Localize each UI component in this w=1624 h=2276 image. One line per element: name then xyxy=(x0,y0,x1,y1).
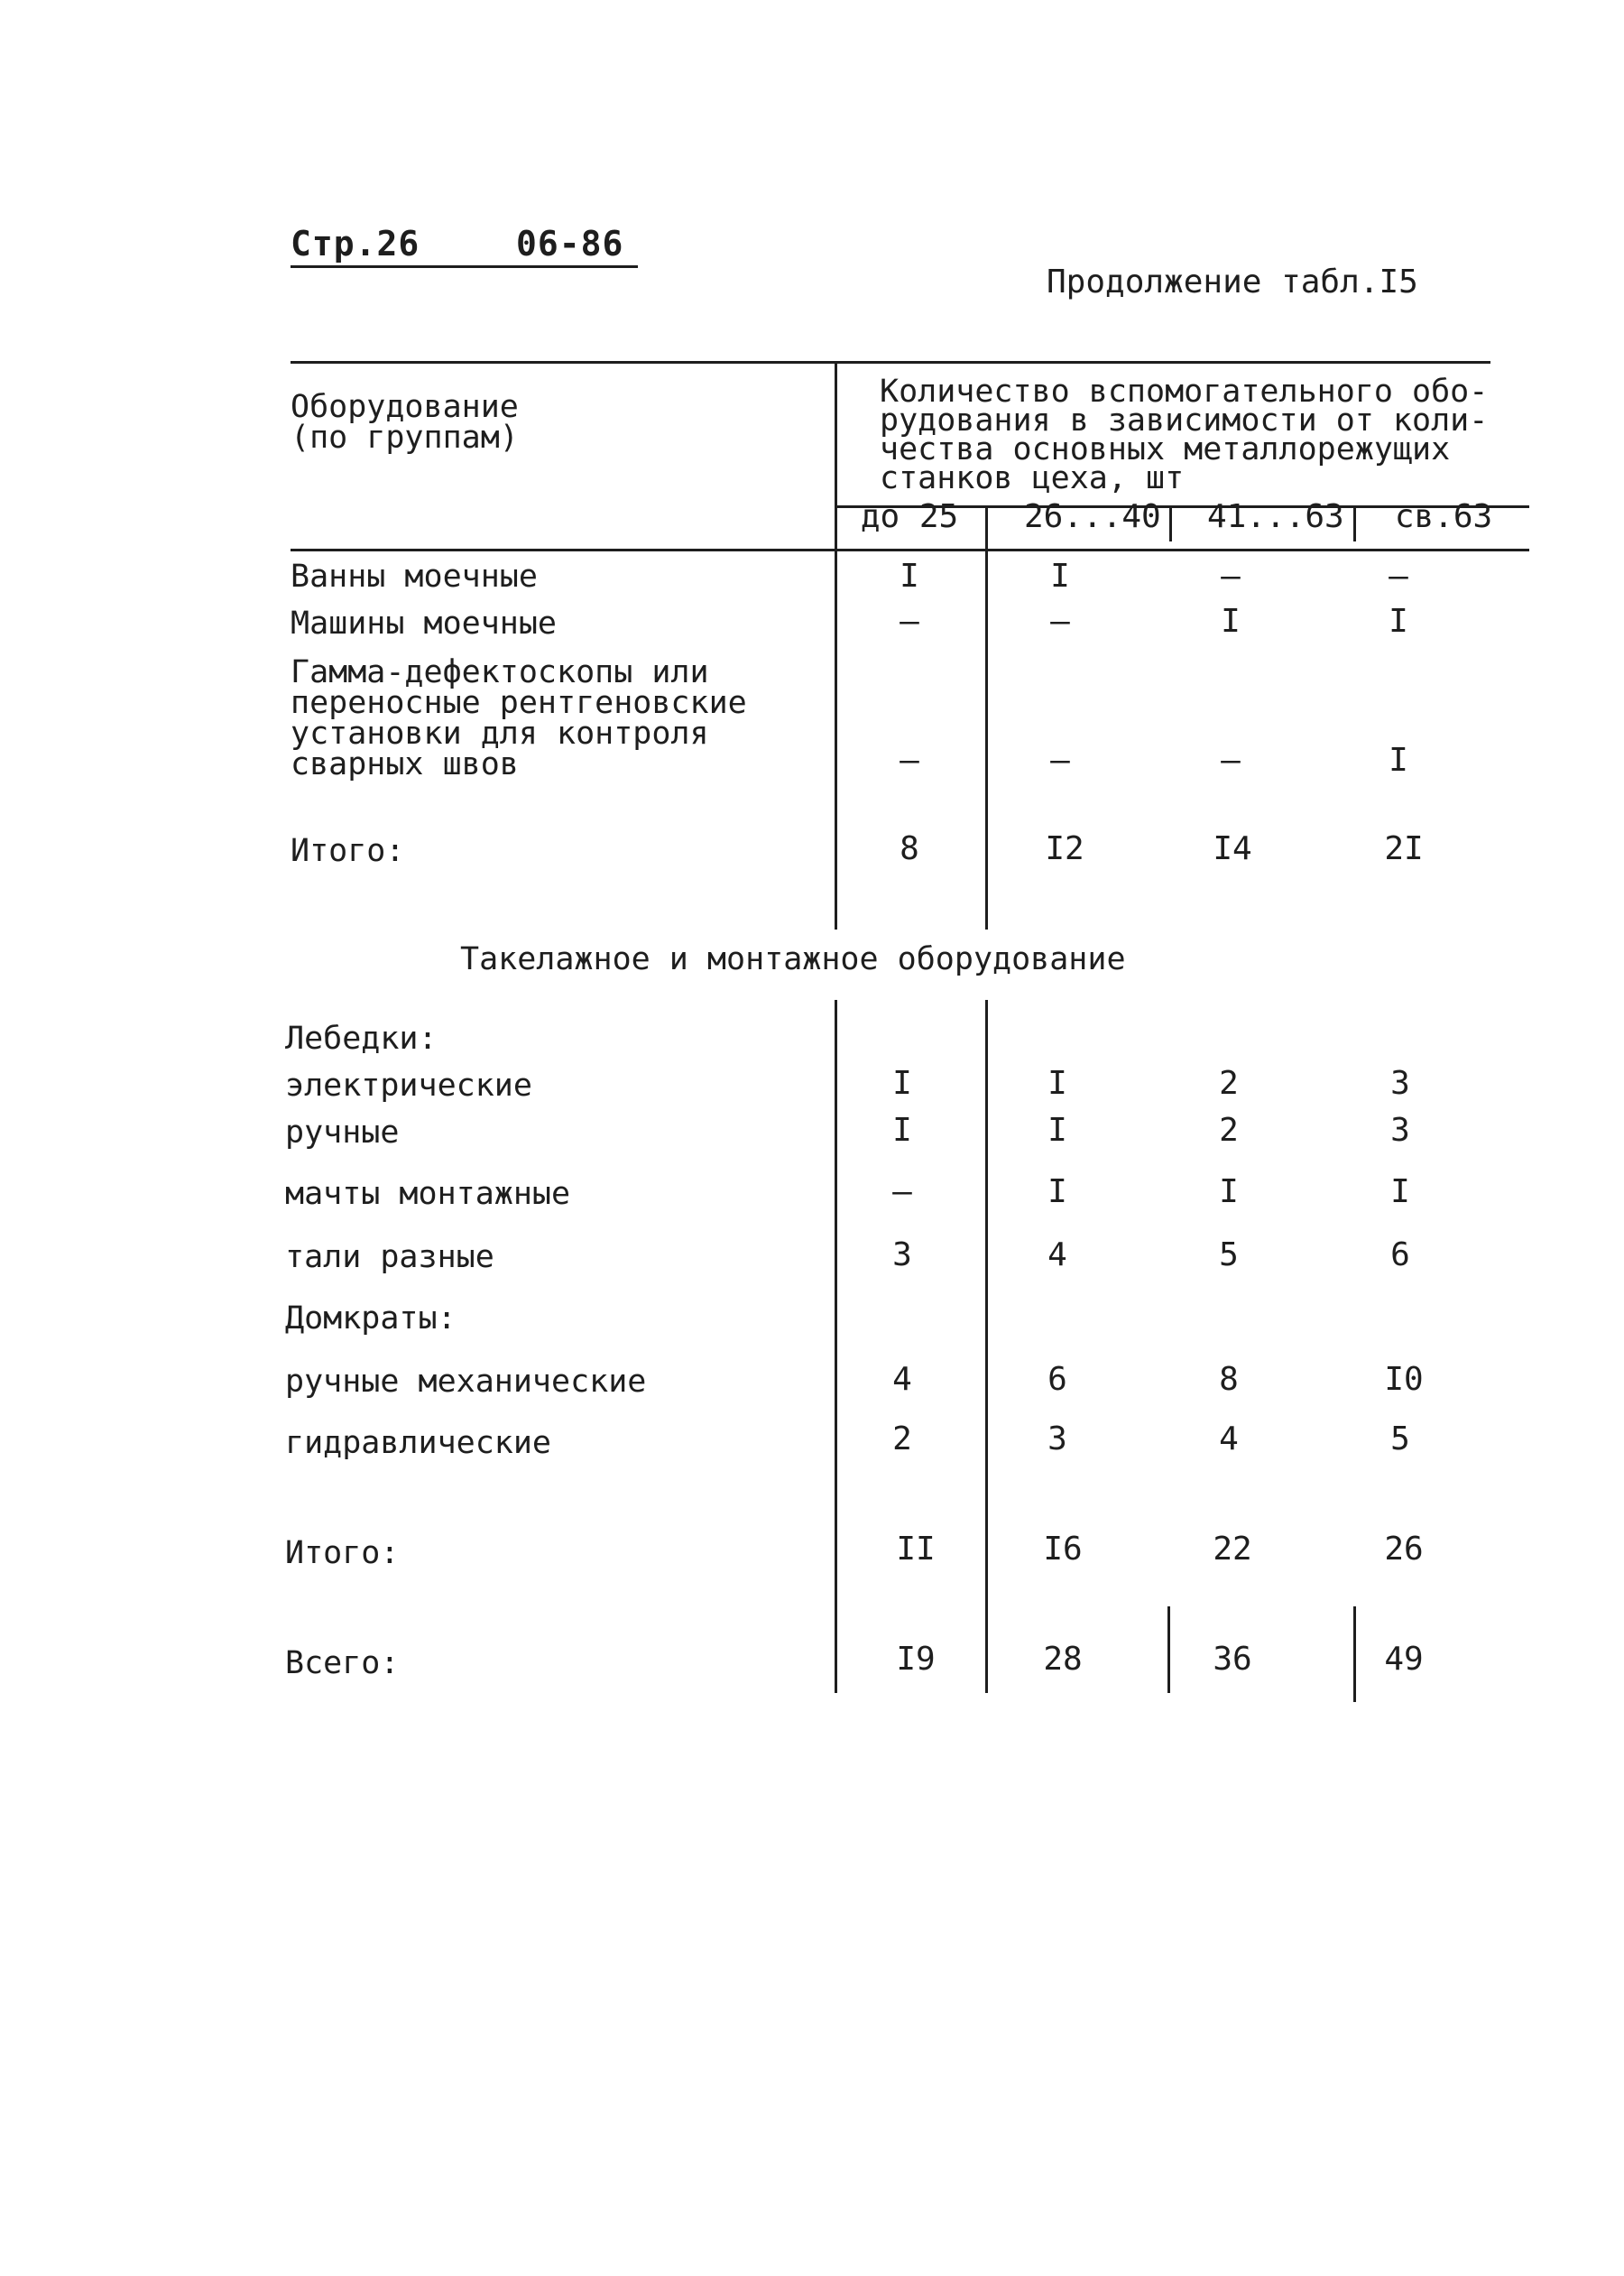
total-label: Всего: xyxy=(285,1645,400,1681)
cell: I xyxy=(1047,1065,1067,1102)
cell: I xyxy=(1219,1173,1239,1210)
cell: I2 xyxy=(1045,830,1084,867)
cell: I xyxy=(1047,1173,1067,1210)
row-label-washing-baths: Ванны моечные xyxy=(291,559,538,595)
column-divider-main xyxy=(835,361,837,930)
subcolumn-heading-3: 41...63 xyxy=(1207,498,1344,535)
header-bottom-rule xyxy=(291,549,1529,551)
row-label-washing-machines: Машины моечные xyxy=(291,606,558,642)
header-underline xyxy=(291,265,638,268)
cell: – xyxy=(1221,742,1241,779)
winches-heading: Лебедки: xyxy=(285,1021,438,1057)
column-divider-main-lower xyxy=(835,1000,837,1693)
cell: I9 xyxy=(896,1641,936,1678)
cell: 36 xyxy=(1213,1641,1252,1678)
cell: 2 xyxy=(892,1420,912,1457)
cell: 28 xyxy=(1043,1641,1083,1678)
subcolumn-heading-4: св.63 xyxy=(1394,498,1493,535)
cell: 26 xyxy=(1384,1531,1424,1568)
table-continuation-label: Продолжение табл.I5 xyxy=(1047,264,1418,301)
document-code: 06-86 xyxy=(516,224,624,264)
cell: I xyxy=(1389,603,1408,640)
cell: I xyxy=(1050,558,1070,595)
column-divider-4 xyxy=(1353,505,1356,541)
subtotal-label: Итого: xyxy=(291,833,405,869)
cell: I xyxy=(1221,603,1241,640)
cell: I4 xyxy=(1213,830,1252,867)
cell: 5 xyxy=(1390,1420,1410,1457)
cell: 22 xyxy=(1213,1531,1252,1568)
table-top-rule xyxy=(291,361,1490,364)
cell: 3 xyxy=(1047,1420,1067,1457)
cell: I xyxy=(900,558,919,595)
cell: I xyxy=(1047,1112,1067,1149)
row-label-manual: ручные xyxy=(285,1115,400,1151)
cell: I6 xyxy=(1043,1531,1083,1568)
cell: 4 xyxy=(1219,1420,1239,1457)
section-title: Такелажное и монтажное оборудование xyxy=(460,941,1126,977)
cell: 6 xyxy=(1390,1236,1410,1273)
page-number: Стр.26 xyxy=(291,224,420,264)
column-divider-3-lower xyxy=(1167,1606,1170,1693)
cell: 2I xyxy=(1384,830,1424,867)
cell: 2 xyxy=(1219,1065,1239,1102)
row-label-hoists: тали разные xyxy=(285,1239,494,1275)
cell: – xyxy=(900,603,919,640)
column-divider-3 xyxy=(1169,505,1172,541)
cell: 2 xyxy=(1219,1112,1239,1149)
cell: 3 xyxy=(892,1236,912,1273)
cell: I xyxy=(892,1112,912,1149)
cell: 49 xyxy=(1384,1641,1424,1678)
cell: – xyxy=(1389,558,1408,595)
cell: I xyxy=(892,1065,912,1102)
cell: 3 xyxy=(1390,1112,1410,1149)
row-label-electric: электрические xyxy=(285,1068,532,1104)
cell: 4 xyxy=(1047,1236,1067,1273)
subtotal-label: Итого: xyxy=(285,1535,400,1571)
cell: – xyxy=(1050,603,1070,640)
cell: – xyxy=(1221,558,1241,595)
row-label-manual-mechanical: ручные механические xyxy=(285,1364,647,1400)
cell: 6 xyxy=(1047,1361,1067,1398)
subcolumn-heading-2: 26...40 xyxy=(1024,498,1161,535)
cell: – xyxy=(892,1173,912,1210)
cell: 8 xyxy=(900,830,919,867)
page-header-left xyxy=(291,224,623,264)
column-divider-2-lower xyxy=(985,1000,988,1693)
equipment-column-heading: Оборудование (по группам) xyxy=(291,389,519,456)
cell: II xyxy=(896,1531,936,1568)
row-label-mounting-masts: мачты монтажные xyxy=(285,1176,571,1212)
quantity-column-heading: Количество вспомогательного обо- рудования в зависимости от коли- чества основных металлорежущих станков цеха, шт xyxy=(880,374,1489,496)
column-divider-2 xyxy=(985,505,988,930)
cell: I xyxy=(1390,1173,1410,1210)
cell: – xyxy=(1050,742,1070,779)
row-label-hydraulic: гидравлические xyxy=(285,1425,552,1461)
jacks-heading: Домкраты: xyxy=(285,1300,457,1337)
cell: 5 xyxy=(1219,1236,1239,1273)
cell: 4 xyxy=(892,1361,912,1398)
subcolumn-heading-1: до 25 xyxy=(860,498,959,535)
cell: 3 xyxy=(1390,1065,1410,1102)
row-label-gamma-flaw-detectors: Гамма-дефектоскопы или переносные рентгеновские установки для контроля сварных швов xyxy=(291,654,747,782)
cell: I xyxy=(1389,742,1408,779)
cell: – xyxy=(900,742,919,779)
cell: 8 xyxy=(1219,1361,1239,1398)
cell: I0 xyxy=(1384,1361,1424,1398)
